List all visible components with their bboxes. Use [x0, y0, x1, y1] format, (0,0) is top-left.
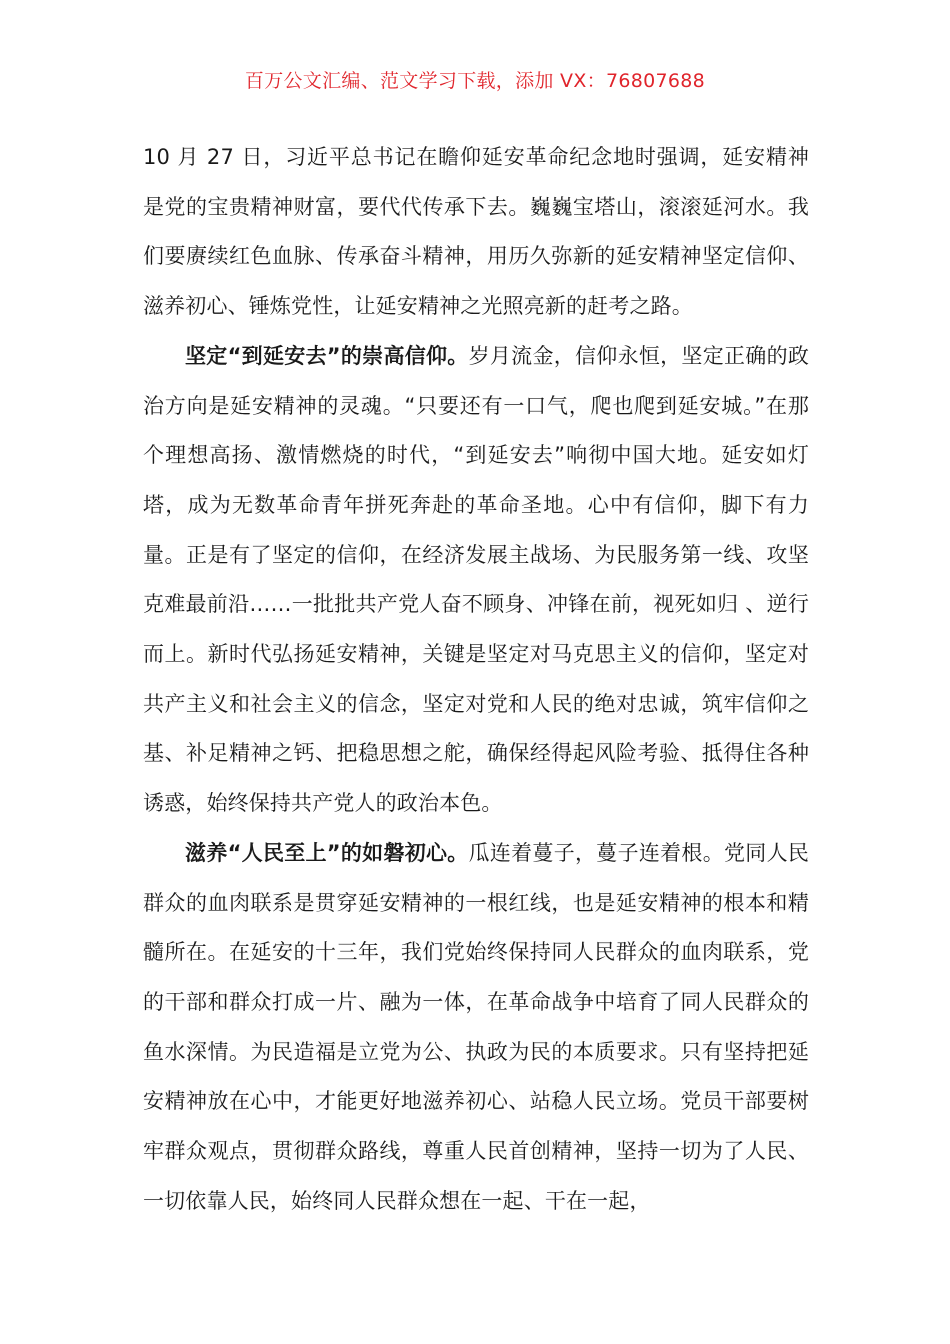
paragraph-faith-heading: 坚定“到延安去”的崇高信仰。	[185, 343, 469, 368]
paragraph-faith-text: 岁月流金，信仰永恒，坚定正确的政治方向是延安精神的灵魂。“只要还有一口气，爬也爬到延安城。”在那个理想高扬、激情燃烧的时代，“到延安去”响彻中国大地。延安如灯塔，成为无数革命青年拼死奔赴的革命圣地。心中有信仰，脚下有力量。正是有了坚定的信仰，在经济发展主战场、为民服务第一线、攻坚克难最前沿……一批批共产党人奋不顾身、冲锋在前，视死如归 、逆行而上。新时代弘扬延安精神，关键是坚定对马克思主义的信仰，坚定对共产主义和社会主义的信念，坚定对党和人民的绝对忠诚，筑牢信仰之基、补足精神之钙、把稳思想之舵，确保经得起风险考验、抵得住各种诱惑，始终保持共产党人的政治本色。	[143, 343, 810, 816]
paragraph-faith	[143, 332, 809, 829]
header-contact-note: 百万公文汇编、范文学习下载，添加 VX：76807688	[244, 70, 706, 92]
paragraph-intro-text: 10 月 27 日，习近平总书记在瞻仰延安革命纪念地时强调，延安精神是党的宝贵精神财富，要代代传承下去。巍巍宝塔山，滚滚延河水。我们要赓续红色血脉、传承奋斗精神，用历久弥新的延安精神坚定信仰、滋养初心、锤炼党性，让延安精神之光照亮新的赶考之路。	[143, 145, 809, 319]
paragraph-people	[143, 829, 809, 1227]
article-body	[143, 133, 809, 1226]
paragraph-intro	[143, 133, 809, 332]
paragraph-people-text: 瓜连着蔓子，蔓子连着根。党同人民群众的血肉联系是贯穿延安精神的一根红线，也是延安精神的根本和精髓所在。在延安的十三年，我们党始终保持同人民群众的血肉联系，党的干部和群众打成一片、融为一体，在革命战争中培育了同人民群众的鱼水深情。为民造福是立党为公、执政为民的本质要求。只有坚持把延安精神放在心中，才能更好地滋养初心、站稳人民立场。党员干部要树牢群众观点，贯彻群众路线，尊重人民首创精神，坚持一切为了人民、一切依靠人民，始终同人民群众想在一起、干在一起，	[143, 840, 810, 1213]
paragraph-people-heading: 滋养“人民至上”的如磐初心。	[185, 840, 469, 865]
